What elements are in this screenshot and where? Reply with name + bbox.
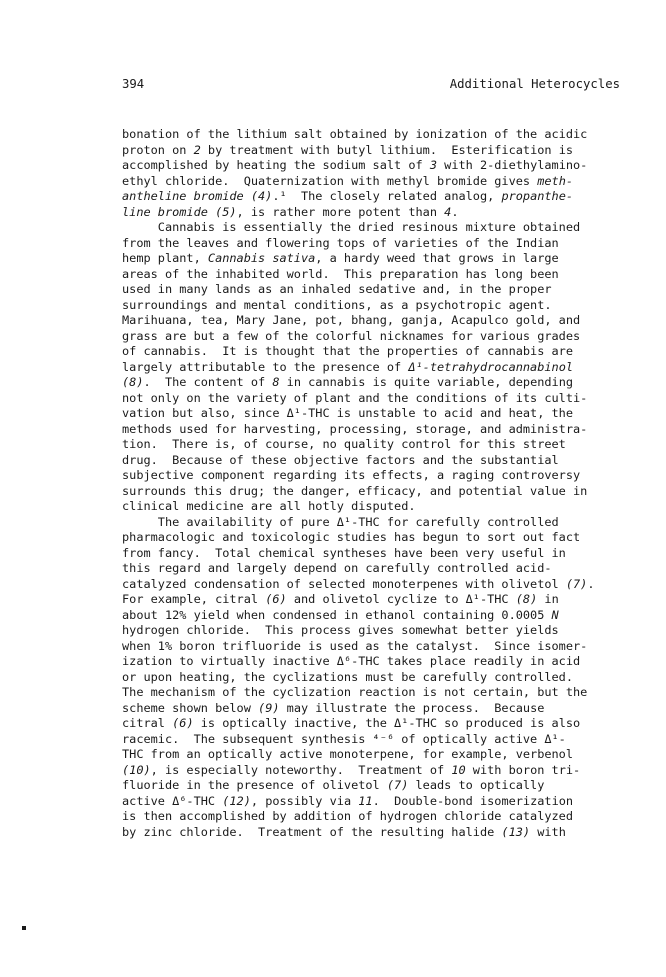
text-span: is then accomplished by addition of hydrogen chloride catalyzed bbox=[122, 809, 574, 823]
text-span: , a hardy weed that grows in large bbox=[315, 251, 559, 265]
italic-span: (10) bbox=[122, 762, 151, 777]
text-line bbox=[122, 406, 628, 422]
text-span: catalyzed condensation of selected monoterpenes with olivetol bbox=[122, 576, 566, 591]
scan-speck bbox=[22, 926, 26, 930]
text-span: from the leaves and flowering tops of varieties of the Indian bbox=[122, 235, 559, 250]
text-span: clinical medicine are all hotly disputed. bbox=[122, 499, 416, 513]
text-span: or upon heating, the cyclizations must be carefully controlled. bbox=[122, 669, 574, 684]
text-span: bonation of the lithium salt obtained by ionization of the acidic bbox=[122, 127, 588, 141]
italic-span: Cannabis sativa bbox=[207, 251, 316, 265]
text-span: when 1% boron trifluoride is used as the catalyst. Since isomer- bbox=[122, 638, 588, 653]
running-title: Additional Heterocycles bbox=[449, 77, 620, 91]
text-span: ethyl chloride. Quaternization with methyl bromide gives bbox=[122, 173, 538, 188]
text-span: subjective component regarding its effects, a raging controversy bbox=[122, 468, 581, 482]
text-span: proton on bbox=[122, 142, 194, 157]
text-span: , possibly via bbox=[250, 793, 359, 808]
text-span: , is especially noteworthy. Treatment of bbox=[150, 762, 452, 777]
text-line bbox=[122, 732, 628, 748]
text-line bbox=[122, 468, 628, 484]
text-span: may illustrate the process. Because bbox=[279, 700, 545, 715]
text-span: largely attributable to the presence of bbox=[122, 359, 409, 374]
text-line bbox=[122, 794, 628, 810]
italic-span: N bbox=[551, 607, 559, 622]
text-span: used in many lands as an inhaled sedative and, in the proper bbox=[122, 282, 552, 296]
text-line bbox=[122, 329, 628, 345]
text-span: in cannabis is quite variable, depending bbox=[279, 375, 574, 389]
text-span: The mechanism of the cyclization reaction is not certain, but the bbox=[122, 685, 588, 699]
text-span: surrounds this drug; the danger, efficacy, and potential value in bbox=[122, 483, 588, 498]
page-number: 394 bbox=[122, 77, 145, 91]
text-line bbox=[122, 825, 628, 841]
text-span: leads to optically bbox=[408, 778, 545, 792]
text-span: with 2-diethylamino- bbox=[437, 158, 588, 172]
text-span: drug. Because of these objective factors and the substantial bbox=[122, 452, 559, 467]
text-span: from fancy. Total chemical syntheses have been very useful in bbox=[122, 545, 566, 560]
text-line bbox=[122, 530, 628, 546]
text-line bbox=[122, 422, 628, 438]
text-line bbox=[122, 623, 628, 639]
text-line bbox=[122, 236, 628, 252]
text-line bbox=[122, 158, 628, 174]
italic-span: 11 bbox=[358, 793, 373, 808]
italic-span: Δ¹-tetrahydrocannabinol bbox=[408, 359, 574, 374]
text-span: ization to virtually inactive Δ⁶-THC takes place readily in acid bbox=[122, 654, 581, 668]
text-line bbox=[122, 189, 628, 205]
text-span: . bbox=[451, 204, 459, 219]
text-line bbox=[122, 437, 628, 453]
text-line bbox=[122, 701, 628, 717]
text-line bbox=[122, 546, 628, 562]
text-span: tion. There is, of course, no quality control for this street bbox=[122, 437, 566, 451]
text-line bbox=[122, 763, 628, 779]
italic-span: meth- bbox=[537, 173, 574, 188]
text-line bbox=[122, 174, 628, 190]
body-text bbox=[122, 127, 628, 840]
text-span: this regard and largely depend on carefully controlled acid- bbox=[122, 561, 552, 575]
text-line bbox=[122, 685, 628, 701]
italic-span: 4 bbox=[444, 204, 452, 219]
text-span: scheme shown below bbox=[122, 700, 259, 715]
text-span: of cannabis. It is thought that the properties of cannabis are bbox=[122, 344, 574, 358]
text-span: hemp plant, bbox=[122, 251, 208, 265]
text-span: with bbox=[530, 824, 566, 839]
italic-span: (6) bbox=[172, 716, 194, 730]
italic-span: 10 bbox=[451, 762, 466, 777]
page-header bbox=[122, 74, 620, 94]
text-span: accomplished by heating the sodium salt of bbox=[122, 158, 430, 172]
text-span: . Double-bond isomerization bbox=[372, 793, 574, 808]
italic-span: 8 bbox=[272, 375, 280, 389]
text-span: areas of the inhabited world. This preparation has long been bbox=[122, 266, 559, 281]
text-line bbox=[122, 515, 628, 531]
text-line bbox=[122, 716, 628, 732]
text-span: in bbox=[537, 592, 559, 606]
text-line bbox=[122, 778, 628, 794]
italic-span: (12) bbox=[222, 793, 251, 808]
text-span: citral bbox=[122, 716, 173, 730]
text-span: . bbox=[587, 576, 595, 591]
text-line bbox=[122, 360, 628, 376]
italic-span: 3 bbox=[429, 158, 437, 172]
text-line bbox=[122, 282, 628, 298]
text-span: by treatment with butyl lithium. Esterification is bbox=[200, 142, 574, 157]
text-line bbox=[122, 344, 628, 360]
text-line bbox=[122, 143, 628, 159]
text-line bbox=[122, 592, 628, 608]
italic-span: (8) bbox=[122, 375, 144, 389]
text-span: hydrogen chloride. This process gives somewhat better yields bbox=[122, 623, 559, 637]
text-line bbox=[122, 391, 628, 407]
text-line bbox=[122, 639, 628, 655]
text-span: Marihuana, tea, Mary Jane, pot, bhang, ganja, Acapulco gold, and bbox=[122, 313, 581, 327]
text-span: . The content of bbox=[143, 375, 273, 389]
text-line bbox=[122, 375, 628, 391]
text-span: by zinc chloride. Treatment of the resulting halide bbox=[122, 824, 502, 839]
text-line bbox=[122, 499, 628, 515]
text-span: For example, citral bbox=[122, 592, 266, 606]
italic-span: line bromide (5) bbox=[122, 204, 237, 219]
text-span: pharmacologic and toxicologic studies has begun to sort out fact bbox=[122, 530, 581, 544]
italic-span: (7) bbox=[565, 576, 588, 591]
italic-span: (9) bbox=[258, 700, 280, 715]
text-line bbox=[122, 561, 628, 577]
text-span: and olivetol cyclize to Δ¹-THC bbox=[286, 592, 516, 606]
text-span: .¹ The closely related analog, bbox=[272, 189, 502, 203]
italic-span: propanthe- bbox=[501, 189, 574, 203]
italic-span: (7) bbox=[386, 778, 409, 792]
text-span: fluoride in the presence of olivetol bbox=[122, 778, 387, 792]
text-line bbox=[122, 267, 628, 283]
text-span: surroundings and mental conditions, as a psychotropic agent. bbox=[122, 297, 552, 312]
text-line bbox=[122, 220, 628, 236]
text-line bbox=[122, 654, 628, 670]
text-span: with boron tri- bbox=[465, 762, 581, 777]
text-line bbox=[122, 453, 628, 469]
italic-span: (13) bbox=[501, 824, 531, 839]
text-line bbox=[122, 608, 628, 624]
text-line bbox=[122, 313, 628, 329]
italic-span: (6) bbox=[265, 592, 287, 606]
text-span: not only on the variety of plant and the conditions of its culti- bbox=[122, 390, 588, 405]
text-span: about 12% yield when condensed in ethanol containing 0.0005 bbox=[122, 607, 552, 622]
text-line bbox=[122, 670, 628, 686]
text-span: The availability of pure Δ¹-THC for carefully controlled bbox=[122, 514, 559, 529]
text-line bbox=[122, 127, 628, 143]
text-span: Cannabis is essentially the dried resinous mixture obtained bbox=[122, 220, 581, 234]
text-span: THC from an optically active monoterpene, for example, verbenol bbox=[122, 747, 574, 761]
italic-span: 2 bbox=[193, 142, 201, 157]
italic-span: (8) bbox=[515, 592, 538, 606]
text-span: , is rather more potent than bbox=[236, 204, 445, 219]
text-line bbox=[122, 747, 628, 763]
text-line bbox=[122, 809, 628, 825]
text-span: methods used for harvesting, processing, storage, and administra- bbox=[122, 421, 588, 436]
text-line bbox=[122, 577, 628, 593]
text-span: grass are but a few of the colorful nicknames for various grades bbox=[122, 328, 581, 343]
text-line bbox=[122, 205, 628, 221]
text-span: vation but also, since Δ¹-THC is unstable to acid and heat, the bbox=[122, 406, 574, 420]
text-line bbox=[122, 251, 628, 267]
text-line bbox=[122, 298, 628, 314]
text-span: racemic. The subsequent synthesis ⁴⁻⁶ of optically active Δ¹- bbox=[122, 731, 566, 746]
text-span: is optically inactive, the Δ¹-THC so produced is also bbox=[193, 716, 581, 730]
italic-span: antheline bromide (4) bbox=[122, 189, 273, 203]
text-line bbox=[122, 484, 628, 500]
text-span: active Δ⁶-THC bbox=[122, 793, 223, 808]
